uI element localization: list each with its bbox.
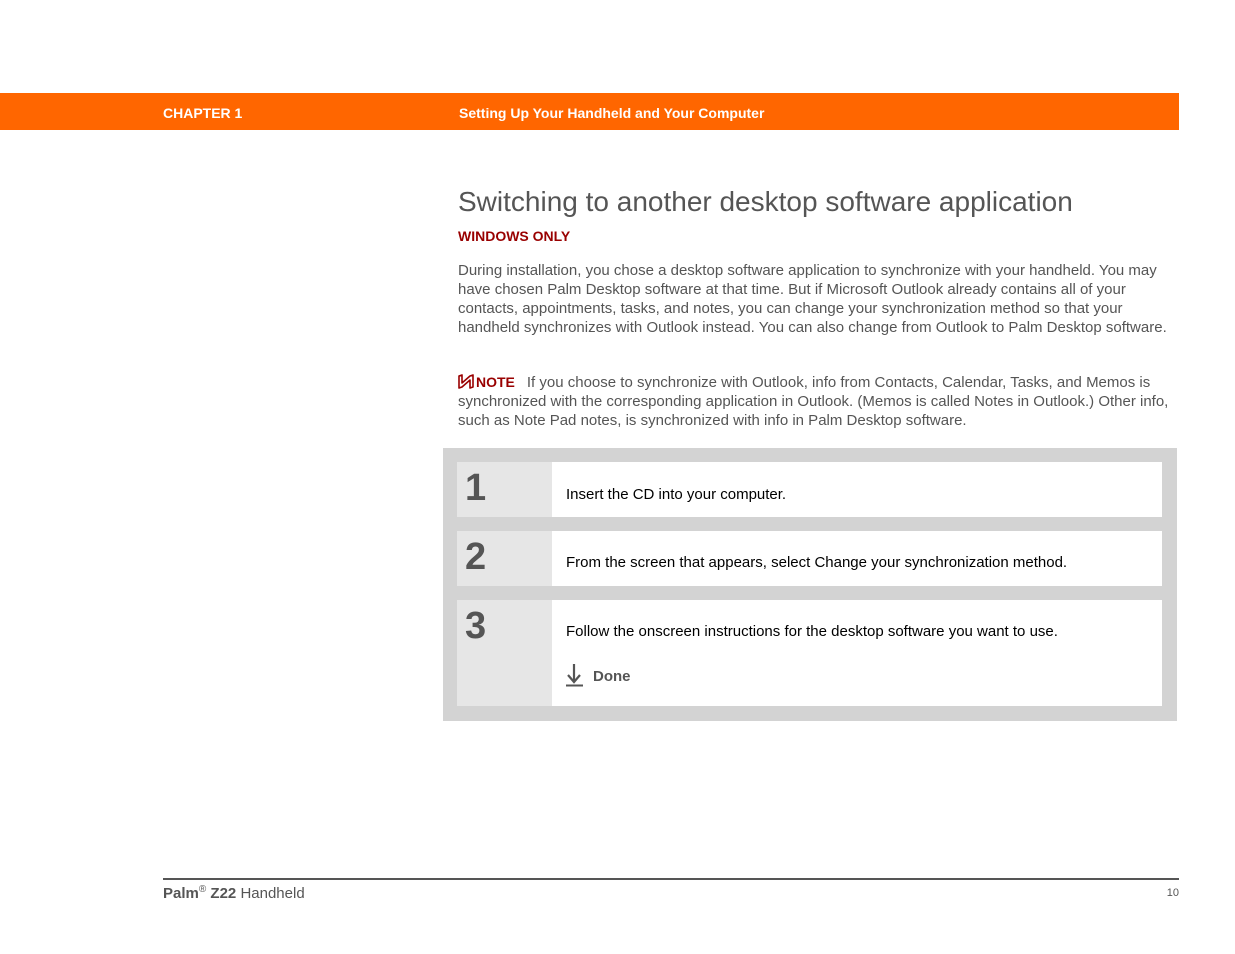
step-body [552,531,1162,586]
done-label: Done [593,668,631,685]
step-number: 1 [465,467,487,509]
step-number-cell [457,462,552,517]
page-title: Switching to another desktop software application [458,186,1073,217]
done-arrow-icon [566,663,584,687]
step-number: 3 [465,605,487,647]
step-text: From the screen that appears, select Change your synchronization method. [566,554,1068,571]
step-number: 2 [465,536,487,578]
footer-brand: Palm [163,885,199,902]
chapter-header-bar [0,93,1179,130]
note-icon [458,374,474,389]
steps-box [443,448,1177,721]
platform-tag: WINDOWS ONLY [458,228,571,244]
step-body [552,600,1162,706]
step-text: Follow the onscreen instructions for the desktop software you want to use. [566,623,1058,640]
chapter-label: CHAPTER 1 [163,105,243,121]
footer-product: Handheld [240,885,305,902]
chapter-title: Setting Up Your Handheld and Your Computer [459,105,765,121]
step-text: Insert the CD into your computer. [566,486,787,503]
step-number-cell [457,600,552,706]
footer-rule [163,878,1179,880]
note-label: NOTE [476,374,515,390]
step-body [552,462,1162,517]
page-number: 10 [1166,887,1179,899]
step-3 [457,600,1162,706]
registered-mark: ® [198,884,207,895]
footer-product-name [163,884,305,902]
step-number-cell [457,531,552,586]
intro-paragraph: During installation, you chose a desktop software application to synchronize with your handheld. You may have chosen Palm Desktop software at that time. But if Microsoft Outlook already contains all of your contacts, appointments, tasks, and notes, you can change your synchronization method so that your handheld synchronizes with Outlook instead. You can also change from Outlook to Palm Desktop software. [458,262,1167,336]
note-paragraph [458,373,1178,430]
step-1 [457,462,1162,517]
step-2 [457,531,1162,586]
footer-model: Z22 [210,885,237,902]
note-text: If you choose to synchronize with Outlook, info from Contacts, Calendar, Tasks, and Memos is synchronized with the corresponding application in Outlook. (Memos is called Notes in Outlook.) Other info, such as Note Pad notes, is synchronized with info in Palm Desktop software. [458,374,1169,429]
